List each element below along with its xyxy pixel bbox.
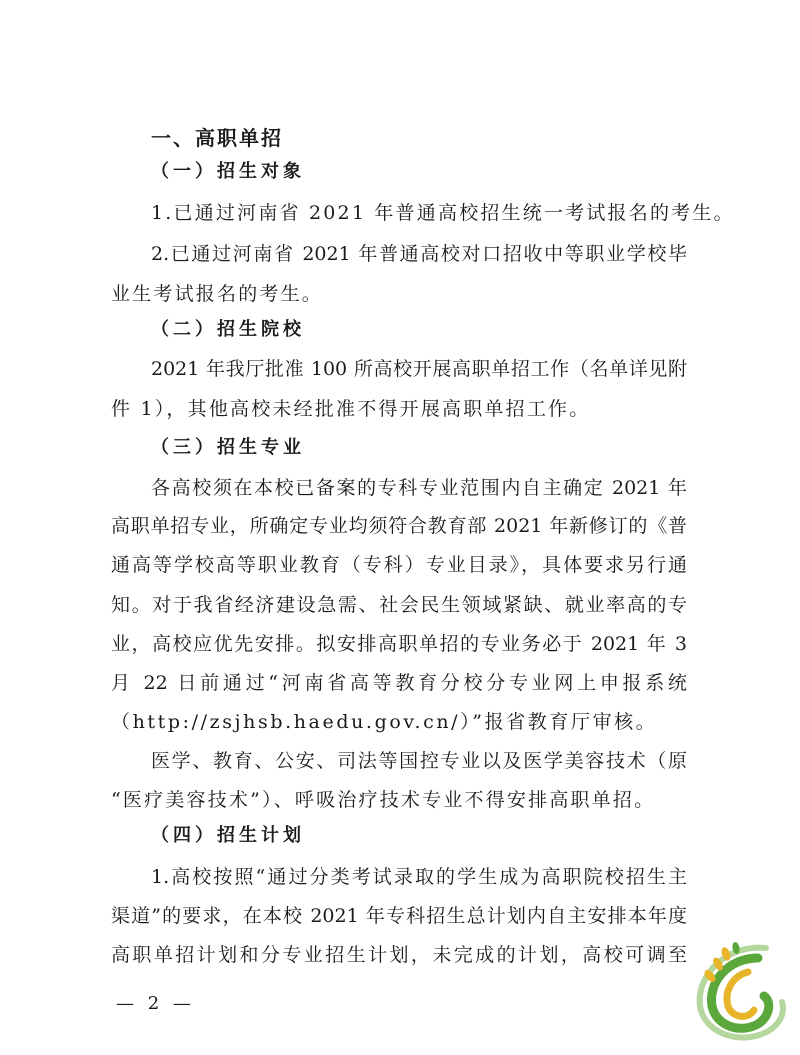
paragraph-line: 高职单招计划和分专业招生计划，未完成的计划，高校可调至 (111, 944, 687, 966)
paragraph-line: 知。对于我省经济建设急需、社会民生领域紧缺、就业率高的专 (111, 594, 687, 616)
paragraph-line: 高职单招专业，所确定专业均须符合教育部 2021 年新修订的《普 (111, 515, 687, 537)
paragraph-line: 1.已通过河南省 2021 年普通高校招生统一考试报名的考生。 (151, 202, 735, 224)
paragraph-line: 月 22 日前通过“河南省高等教育分校分专业网上申报系统 (111, 672, 687, 694)
subsection-heading-3: （三）招生专业 (151, 437, 305, 458)
logo-swirl-yellow (727, 972, 754, 1016)
paragraph-line: 2.已通过河南省 2021 年普通高校对口招收中等职业学校毕 (151, 243, 687, 265)
paragraph-line: 件 1），其他高校未经批准不得开展高职单招工作。 (111, 398, 591, 420)
paragraph-line: 1.高校按照“通过分类考试录取的学生成为高职院校招生主 (151, 866, 687, 888)
subsection-heading-2: （二）招生院校 (151, 319, 305, 340)
paragraph-line: 各高校须在本校已备案的专科专业范围内自主确定 2021 年 (151, 477, 687, 499)
page-number: — 2 — (116, 993, 195, 1014)
paragraph-line: 渠道”的要求，在本校 2021 年专科招生总计划内自主安排本年度 (111, 905, 687, 927)
paragraph-line: “医疗美容技术”）、呼吸治疗技术专业不得安排高职单招。 (111, 789, 656, 811)
paragraph-line: 业，高校应优先安排。拟安排高职单招的专业务必于 2021 年 3 (111, 633, 687, 655)
subsection-heading-4: （四）招生计划 (151, 825, 305, 846)
section-title: 一、高职单招 (151, 126, 283, 150)
wheat-leaf-logo-icon (688, 936, 792, 1046)
subsection-heading-1: （一）招生对象 (151, 161, 305, 182)
paragraph-line: 2021 年我厅批准 100 所高校开展高职单招工作（名单详见附 (151, 358, 687, 380)
paragraph-line: （http://zsjhsb.haedu.gov.cn/）”报省教育厅审核。 (111, 711, 658, 733)
paragraph-line: 业生考试报名的考生。 (111, 283, 324, 305)
paragraph-line: 通高等学校高等职业教育（专科）专业目录》，具体要求另行通 (111, 554, 687, 576)
paragraph-line: 医学、教育、公安、司法等国控专业以及医学美容技术（原 (151, 750, 687, 772)
